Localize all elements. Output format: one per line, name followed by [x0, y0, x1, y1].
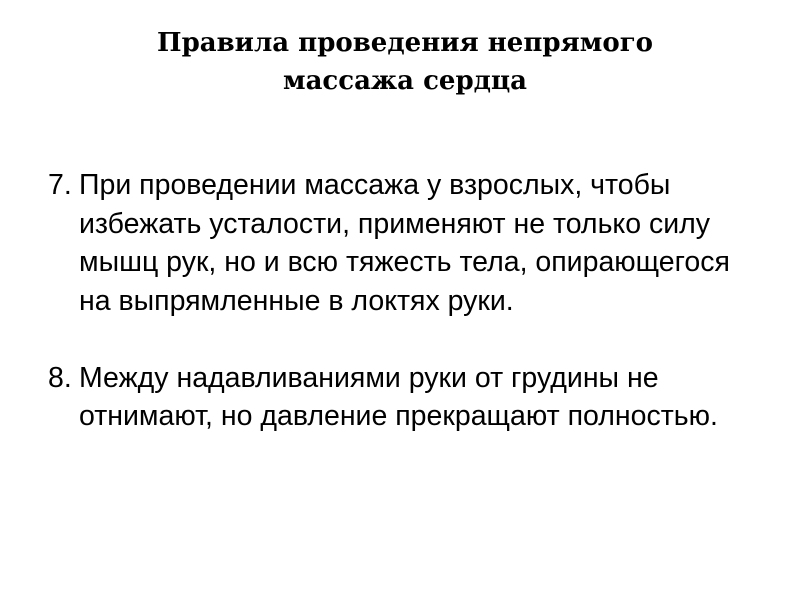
- list-spacer: [48, 320, 768, 359]
- list-item-8: [48, 359, 768, 436]
- list-item-text: При проведении массажа у взрослых, чтобы избежать усталости, применяют не только силу мышц рук, но и всю тяжесть тела, опирающегося на выпрямленные в локтях руки.: [79, 169, 730, 317]
- list-item-7: [48, 166, 768, 320]
- list-item-text: Между надавливаниями руки от грудины не отнимают, но давление прекращают полностью.: [79, 361, 718, 432]
- slide-title: [60, 24, 750, 100]
- slide-body: [48, 166, 768, 436]
- list-item-number: 7.: [48, 169, 72, 201]
- slide-title-line-1: Правила проведения непрямого: [157, 28, 653, 58]
- slide-title-line-2: массажа сердца: [282, 66, 528, 96]
- list-item-number: 8.: [48, 361, 72, 394]
